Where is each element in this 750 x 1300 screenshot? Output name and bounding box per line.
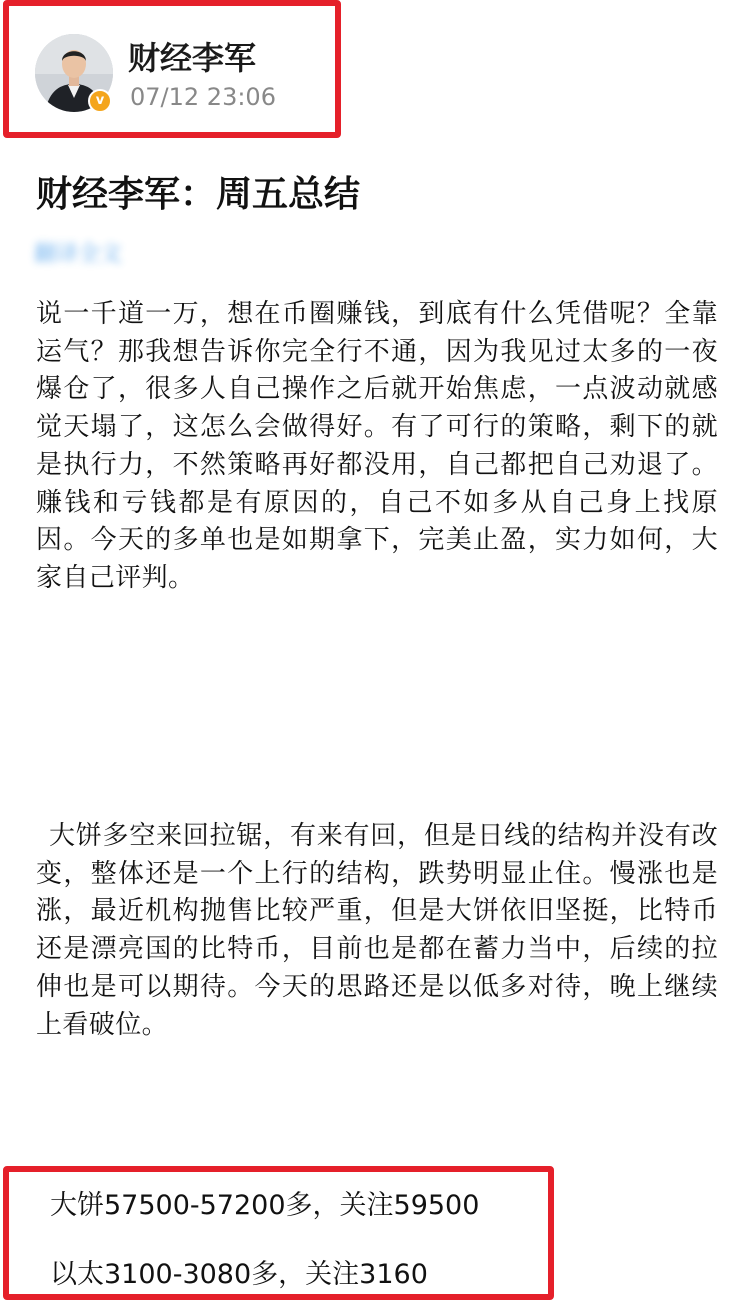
trade-line-eth: 以太3100-3080多，关注3160 (50, 1259, 428, 1290)
post-timestamp: 07/12 23:06 (130, 83, 276, 111)
trade-line-btc: 大饼57500-57200多，关注59500 (50, 1190, 480, 1221)
verified-badge-icon: v (88, 89, 112, 113)
post-paragraph-1: 说一千道一万，想在币圈赚钱，到底有什么凭借呢？全靠运气？那我想告诉你完全行不通，因为我见过太多的一夜爆仓了，很多人自己操作之后就开始焦虑，一点波动就感觉天塌了，这怎么会做得好。有了可行的策略，剩下的就是执行力，不然策略再好都没用，自己都把自己劝退了。赚钱和亏钱都是有原因的，自己不如多从自己身上找原因。今天的多单也是如期拿下，完美止盈，实力如何，大家自己评判。 (36, 299, 718, 593)
translate-link[interactable]: 翻译全文 (34, 242, 123, 267)
post-paragraph-2: 大饼多空来回拉锯，有来有回，但是日线的结构并没有改变，整体还是一个上行的结构，跌势明显止住。慢涨也是涨，最近机构抛售比较严重，但是大饼依旧坚挺，比特币还是漂亮国的比特币，目前也是都在蓄力当中，后续的拉伸也是可以期待。今天的思路还是以低多对待，晚上继续上看破位。 (36, 821, 718, 1040)
post-title: 财经李军：周五总结 (36, 174, 361, 215)
author-name[interactable]: 财经李军 (128, 39, 257, 77)
